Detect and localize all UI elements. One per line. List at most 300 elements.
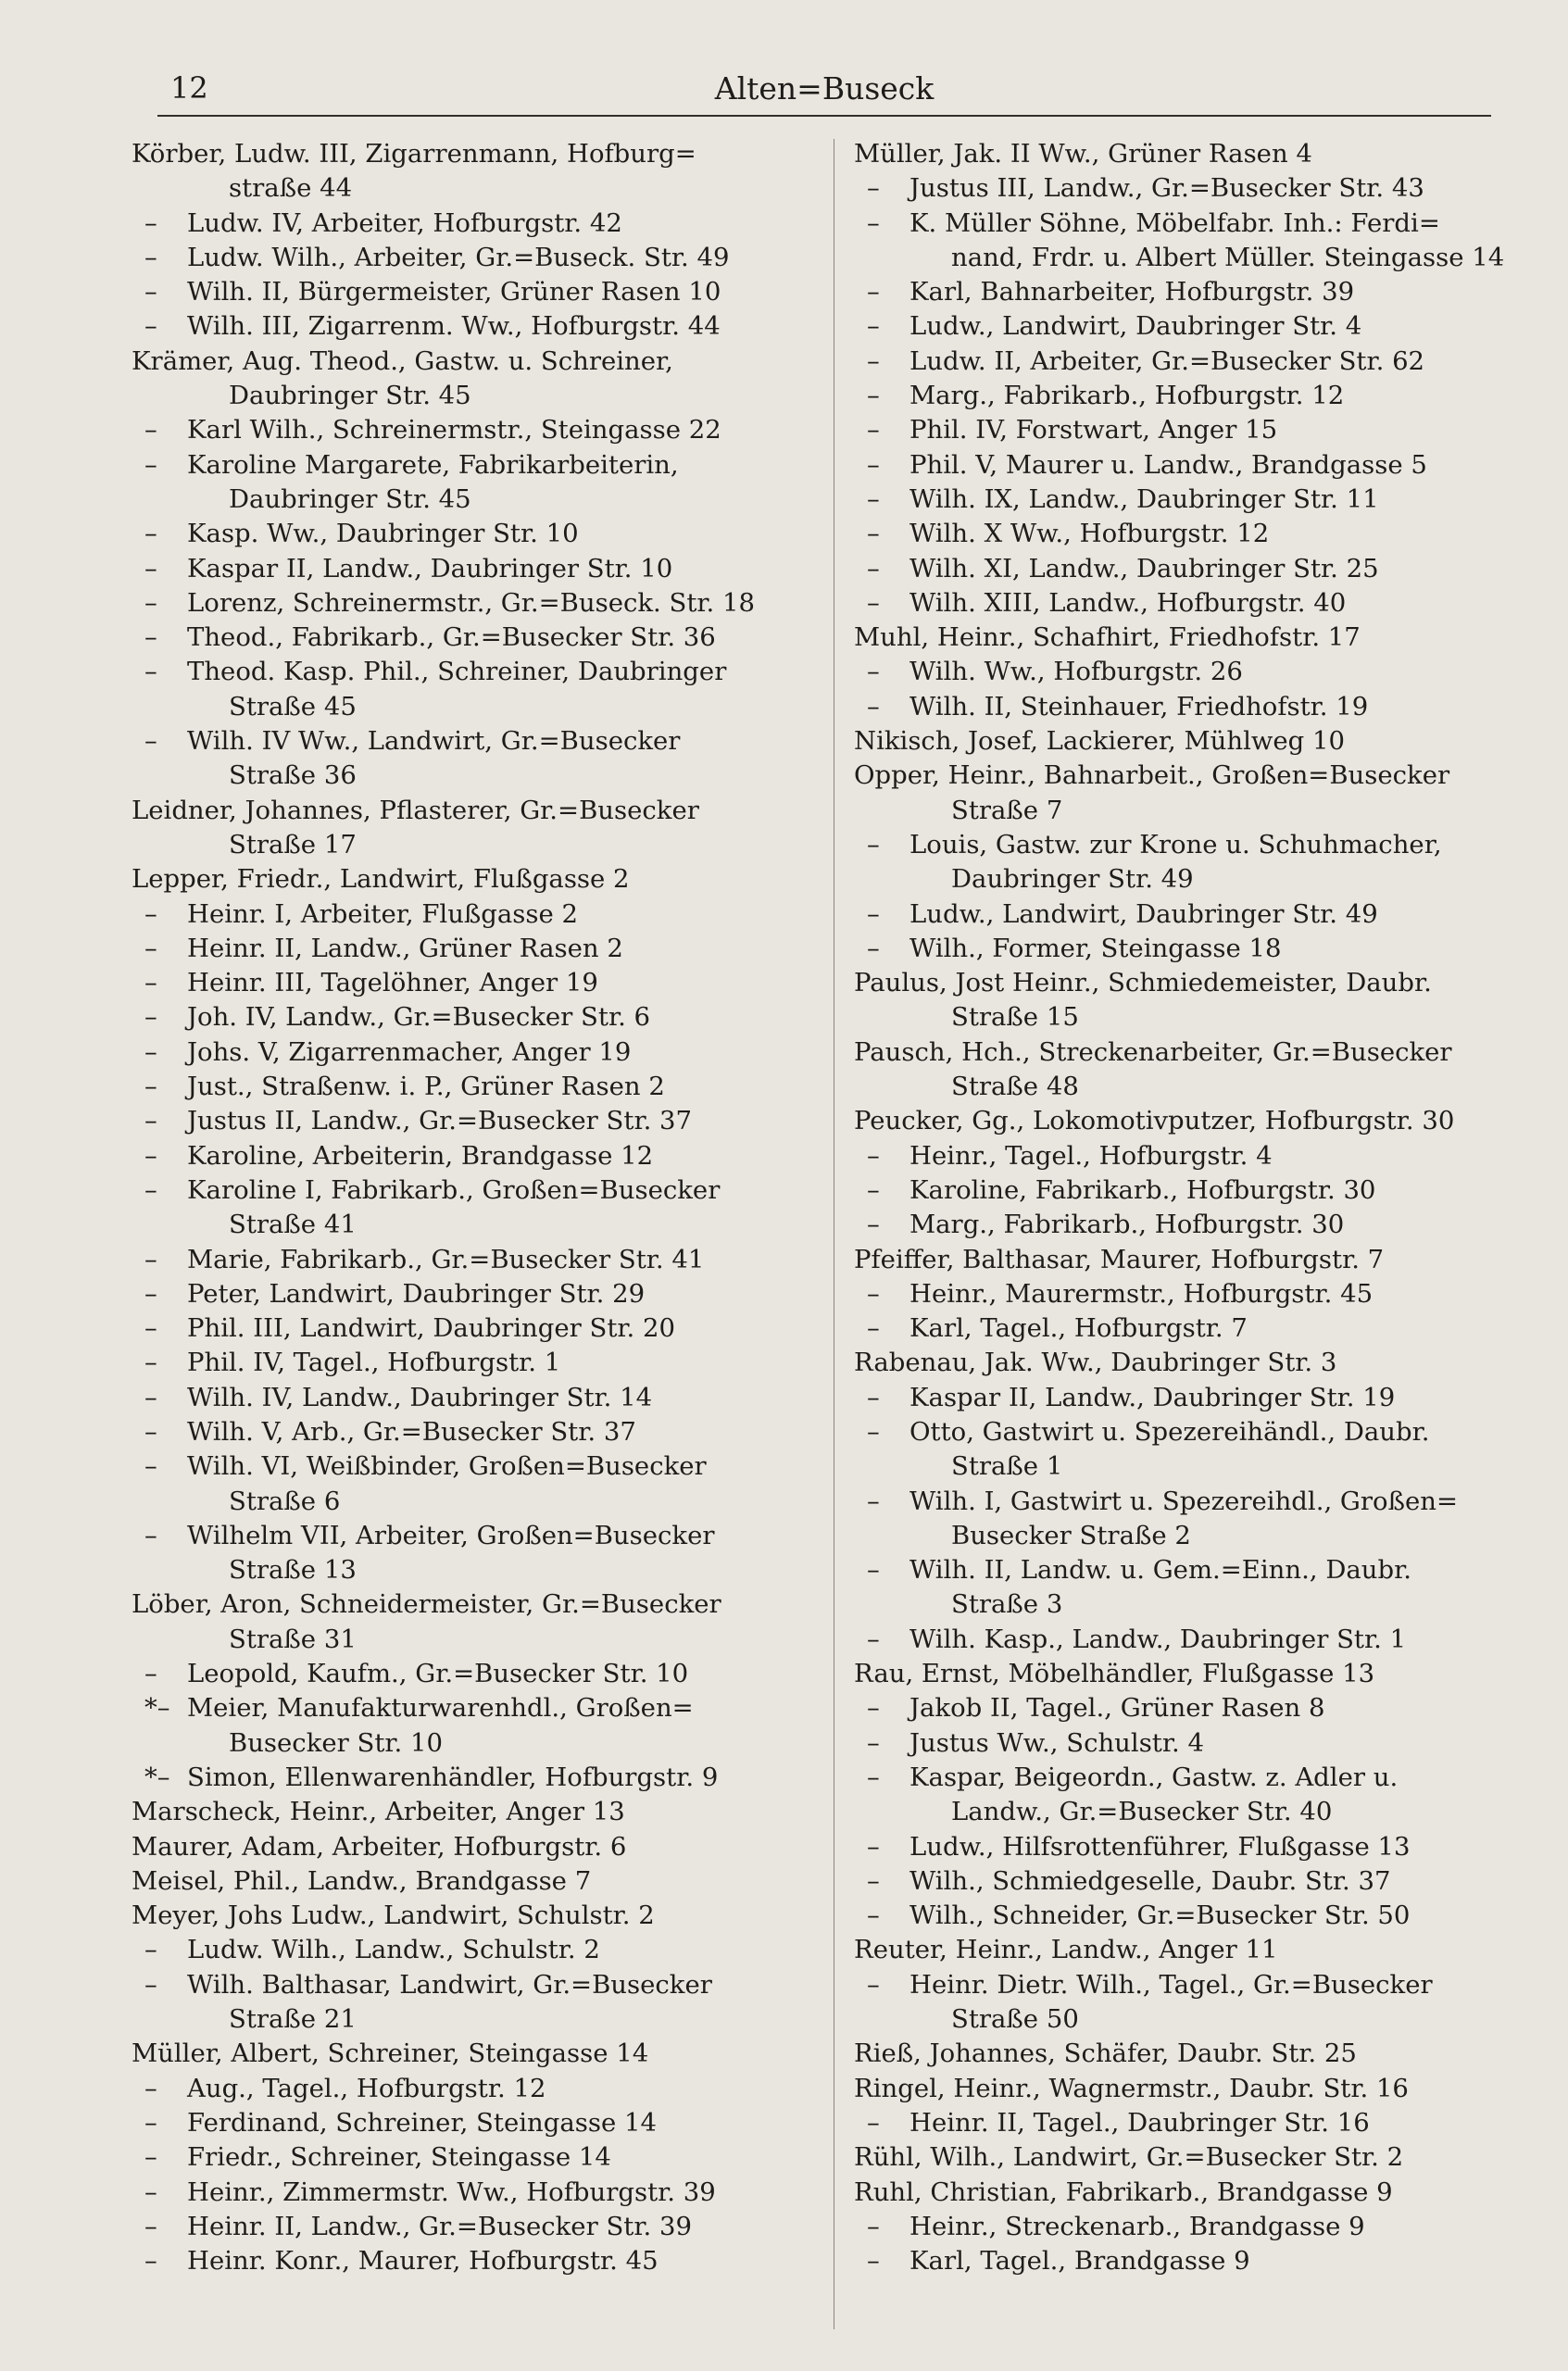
- entry-line: Otto, Gastwirt u. Spezereihändl., Daubr.: [909, 1416, 1430, 1447]
- entry-continuation-line: Busecker Straße 2: [951, 1520, 1191, 1550]
- entry-line: Heinr. II, Tagel., Daubringer Str. 16: [909, 2107, 1370, 2138]
- entry-mark: –: [144, 1969, 157, 2000]
- entry-line: Karoline I, Fabrikarb., Großen=Busecker: [187, 1174, 721, 1205]
- entry-line: Marie, Fabrikarb., Gr.=Busecker Str. 41: [187, 1244, 705, 1274]
- directory-entry: [132, 1864, 771, 1899]
- directory-subentry: [854, 1968, 1493, 2038]
- directory-subentry: [132, 1449, 771, 1519]
- entry-mark: –: [867, 2246, 880, 2277]
- entry-mark: –: [144, 1072, 157, 1102]
- entry-line: Pfeiffer, Balthasar, Maurer, Hofburgstr. 7: [854, 1244, 1385, 1274]
- entry-mark: –: [867, 2107, 880, 2138]
- directory-subentry: [854, 1623, 1493, 1657]
- entry-mark: –: [867, 933, 880, 963]
- entry-line: Karoline Margarete, Fabrikarbeiterin,: [187, 449, 679, 480]
- entry-line: Opper, Heinr., Bahnarbeit., Großen=Busecker: [854, 760, 1450, 791]
- entry-line: Wilh. X Ww., Hofburgstr. 12: [909, 519, 1270, 549]
- entry-line: Meyer, Johs Ludw., Landwirt, Schulstr. 2: [132, 1901, 655, 1931]
- directory-subentry: [854, 483, 1493, 517]
- entry-mark: –: [144, 1313, 157, 1344]
- directory-subentry: [132, 621, 771, 655]
- entry-continuation-line: Straße 45: [229, 691, 357, 721]
- entry-line: Ludw., Hilfsrottenführer, Flußgasse 13: [909, 1831, 1411, 1862]
- entry-line: Karoline, Arbeiterin, Brandgasse 12: [187, 1140, 654, 1171]
- entry-mark: –: [867, 519, 880, 549]
- entry-mark: –: [144, 1174, 157, 1205]
- entry-text: [909, 1553, 1411, 1623]
- entry-line: Kaspar II, Landw., Daubringer Str. 10: [187, 553, 673, 583]
- entry-text: [909, 413, 1277, 447]
- entry-mark: –: [867, 657, 880, 687]
- entry-mark: –: [144, 1106, 157, 1136]
- entry-line: Wilh., Schneider, Gr.=Busecker Str. 50: [909, 1901, 1411, 1931]
- directory-entry: [132, 1587, 771, 1657]
- entry-text: [854, 621, 1361, 655]
- entry-text: [132, 862, 630, 897]
- entry-mark: –: [144, 1244, 157, 1274]
- left-column: [132, 137, 771, 2278]
- directory-entry: [132, 345, 771, 414]
- entry-mark: –: [867, 1865, 880, 1896]
- entry-text: [187, 275, 721, 309]
- entry-continuation-line: Daubringer Str. 49: [951, 864, 1194, 895]
- directory-subentry: [854, 2210, 1493, 2244]
- directory-subentry: [854, 309, 1493, 344]
- directory-subentry: [132, 1139, 771, 1173]
- entry-line: Rau, Ernst, Möbelhändler, Flußgasse 13: [854, 1659, 1375, 1689]
- entry-line: Wilh. Kasp., Landw., Daubringer Str. 1: [909, 1624, 1407, 1654]
- directory-subentry: [132, 275, 771, 309]
- directory-subentry: [854, 1208, 1493, 1242]
- entry-mark: –: [144, 1278, 157, 1309]
- entry-text: [909, 932, 1281, 966]
- entry-mark: –: [867, 1140, 880, 1171]
- entry-mark: –: [144, 2177, 157, 2207]
- entry-line: Louis, Gastw. zur Krone u. Schuhmacher,: [909, 829, 1442, 859]
- entry-line: Leidner, Johannes, Pflasterer, Gr.=Busecker: [132, 795, 699, 825]
- entry-line: Phil. IV, Forstwart, Anger 15: [909, 415, 1278, 445]
- entry-text: [854, 2072, 1409, 2106]
- entry-continuation-line: Straße 6: [229, 1486, 341, 1516]
- entry-mark: –: [144, 1348, 157, 1378]
- entry-mark: *–: [144, 1762, 170, 1792]
- entry-text: [132, 1587, 721, 1657]
- entry-continuation-line: Straße 48: [951, 1072, 1079, 1102]
- entry-mark: –: [867, 1693, 880, 1724]
- directory-subentry: [132, 966, 771, 1000]
- page-header: [157, 67, 1491, 117]
- directory-subentry: [854, 1415, 1493, 1485]
- entry-line: Heinr., Maurermstr., Hofburgstr. 45: [909, 1278, 1374, 1309]
- directory-subentry: [132, 724, 771, 794]
- directory-subentry: [854, 1277, 1493, 1311]
- entry-mark: –: [867, 1969, 880, 2000]
- entry-line: Wilh. II, Steinhauer, Friedhofstr. 19: [909, 691, 1369, 721]
- directory-subentry: [854, 275, 1493, 309]
- entry-continuation-line: Straße 15: [951, 1002, 1079, 1033]
- entry-continuation-line: Straße 31: [229, 1624, 357, 1654]
- directory-subentry: [132, 1381, 771, 1415]
- directory-subentry: [132, 2072, 771, 2106]
- entry-text: [187, 1381, 652, 1415]
- entry-text: [854, 2037, 1357, 2071]
- entry-mark: –: [144, 1140, 157, 1171]
- entry-line: Ludw., Landwirt, Daubringer Str. 49: [909, 898, 1378, 929]
- entry-line: Heinr. I, Arbeiter, Flußgasse 2: [187, 898, 579, 929]
- entry-line: Rühl, Wilh., Landwirt, Gr.=Busecker Str. 2: [854, 2142, 1404, 2173]
- entry-mark: –: [144, 1382, 157, 1412]
- entry-text: [909, 1830, 1411, 1864]
- entry-text: [909, 1691, 1324, 1725]
- entry-mark: –: [867, 1762, 880, 1792]
- entry-text: [909, 1208, 1344, 1242]
- entry-text: [187, 1691, 694, 1761]
- entry-mark: –: [867, 449, 880, 480]
- entry-text: [187, 1519, 715, 1588]
- entry-text: [187, 966, 598, 1000]
- entry-text: [909, 897, 1378, 932]
- directory-subentry: [854, 1139, 1493, 1173]
- directory-entry: [132, 862, 771, 897]
- entry-line: Heinr., Tagel., Hofburgstr. 4: [909, 1140, 1273, 1171]
- entry-text: [909, 690, 1368, 724]
- entry-mark: –: [144, 415, 157, 445]
- entry-text: [187, 1449, 707, 1519]
- entry-line: Wilh. V, Arb., Gr.=Busecker Str. 37: [187, 1416, 636, 1447]
- entry-mark: –: [144, 242, 157, 272]
- entry-mark: –: [867, 311, 880, 342]
- entry-continuation-line: Straße 36: [229, 760, 357, 791]
- entry-mark: –: [144, 898, 157, 929]
- entry-text: [187, 1346, 560, 1380]
- entry-text: [187, 655, 726, 724]
- entry-line: Heinr., Streckenarb., Brandgasse 9: [909, 2211, 1365, 2241]
- entry-line: Meier, Manufakturwarenhdl., Großen=: [187, 1693, 694, 1724]
- entry-text: [909, 655, 1243, 689]
- entry-text: [854, 1657, 1374, 1691]
- entry-line: Ludw. Wilh., Arbeiter, Gr.=Buseck. Str. 49: [187, 242, 730, 272]
- directory-entry: [854, 724, 1493, 759]
- entry-text: [854, 1243, 1384, 1277]
- entry-line: Phil. IV, Tagel., Hofburgstr. 1: [187, 1348, 561, 1378]
- entry-text: [187, 586, 755, 621]
- entry-mark: –: [144, 1451, 157, 1482]
- entry-mark: –: [144, 1520, 157, 1550]
- entry-mark: –: [144, 933, 157, 963]
- entry-text: [187, 309, 721, 344]
- entry-text: [909, 483, 1379, 517]
- directory-entry: [854, 1243, 1493, 1277]
- entry-text: [132, 794, 699, 863]
- entry-line: Wilhelm VII, Arbeiter, Großen=Busecker: [187, 1520, 715, 1550]
- entry-line: Löber, Aron, Schneidermeister, Gr.=Busecker: [132, 1589, 721, 1620]
- entry-text: [187, 2210, 692, 2244]
- directory-subentry: [854, 897, 1493, 932]
- entry-mark: –: [867, 277, 880, 307]
- entry-line: Karl Wilh., Schreinermstr., Steingasse 22: [187, 415, 721, 445]
- entry-continuation-line: Straße 21: [229, 2004, 357, 2035]
- directory-entry: [132, 1795, 771, 1829]
- entry-line: Lorenz, Schreinermstr., Gr.=Buseck. Str. 18: [187, 587, 756, 618]
- directory-subentry: [854, 1864, 1493, 1899]
- entry-line: Kaspar, Beigeordn., Gastw. z. Adler u.: [909, 1762, 1399, 1792]
- directory-subentry: [132, 448, 771, 518]
- entry-text: [854, 1104, 1454, 1138]
- entry-text: [854, 2140, 1403, 2175]
- directory-subentry: [132, 655, 771, 724]
- entry-line: Kaspar II, Landw., Daubringer Str. 19: [909, 1382, 1396, 1412]
- directory-subentry: [854, 690, 1493, 724]
- directory-subentry: [854, 586, 1493, 621]
- running-title: Alten=Buseck: [714, 70, 935, 107]
- directory-subentry: [854, 517, 1493, 551]
- entry-line: Peter, Landwirt, Daubringer Str. 29: [187, 1278, 646, 1309]
- entry-text: [187, 552, 672, 586]
- right-column: [854, 137, 1505, 2278]
- entry-text: [909, 1415, 1429, 1485]
- entry-line: Leopold, Kaufm., Gr.=Busecker Str. 10: [187, 1659, 689, 1689]
- entry-mark: –: [867, 207, 880, 238]
- entry-text: [187, 241, 729, 275]
- directory-entry: [854, 966, 1493, 1035]
- directory-entry: [132, 794, 771, 863]
- directory-subentry: [132, 241, 771, 275]
- directory-entry: [132, 137, 771, 207]
- entry-line: Rieß, Johannes, Schäfer, Daubr. Str. 25: [854, 2039, 1357, 2069]
- directory-subentry: [132, 1657, 771, 1691]
- entry-text: [854, 1035, 1452, 1105]
- directory-entry: [854, 1657, 1493, 1691]
- entry-text: [187, 1035, 631, 1070]
- directory-subentry: [854, 413, 1493, 447]
- entry-text: [909, 379, 1344, 413]
- entry-mark: –: [144, 1036, 157, 1067]
- directory-entry: [854, 759, 1493, 828]
- directory-subentry: [854, 345, 1493, 379]
- entry-text: [187, 897, 578, 932]
- entry-text: [187, 1243, 704, 1277]
- entry-line: Ferdinand, Schreiner, Steingasse 14: [187, 2107, 657, 2138]
- directory-subentry: [132, 586, 771, 621]
- entry-text: [909, 1968, 1433, 2038]
- entry-line: Heinr. Konr., Maurer, Hofburgstr. 45: [187, 2246, 659, 2277]
- entry-mark: –: [867, 1486, 880, 1516]
- directory-subentry: [132, 1277, 771, 1311]
- entry-mark: –: [867, 1555, 880, 1586]
- entry-mark: –: [144, 726, 157, 757]
- directory-entry: [854, 1346, 1493, 1380]
- entry-mark: –: [867, 173, 880, 204]
- directory-subentry: [132, 1104, 771, 1138]
- directory-subentry: [854, 1899, 1493, 1933]
- entry-mark: –: [144, 519, 157, 549]
- entry-text: [187, 2176, 716, 2210]
- entry-mark: –: [144, 2073, 157, 2103]
- directory-subentry: [854, 171, 1493, 206]
- entry-line: Maurer, Adam, Arbeiter, Hofburgstr. 6: [132, 1831, 627, 1862]
- entry-mark: –: [144, 622, 157, 653]
- entry-line: Müller, Jak. II Ww., Grüner Rasen 4: [854, 139, 1312, 169]
- entry-text: [909, 345, 1424, 379]
- entry-line: Karl, Tagel., Brandgasse 9: [909, 2246, 1250, 2277]
- entry-line: Theod. Kasp. Phil., Schreiner, Daubringer: [187, 657, 727, 687]
- entry-line: Heinr., Zimmermstr. Ww., Hofburgstr. 39: [187, 2177, 716, 2207]
- entry-mark: –: [144, 1002, 157, 1033]
- entry-line: Theod., Fabrikarb., Gr.=Busecker Str. 36: [187, 622, 716, 653]
- entry-text: [854, 2176, 1393, 2210]
- entry-continuation-line: nand, Frdr. u. Albert Müller. Steingasse 14: [951, 242, 1505, 272]
- entry-text: [909, 2210, 1365, 2244]
- entry-mark: –: [144, 2211, 157, 2241]
- directory-subentry: [132, 1000, 771, 1035]
- entry-mark: –: [144, 207, 157, 238]
- entry-line: Karl, Bahnarbeiter, Hofburgstr. 39: [909, 277, 1355, 307]
- entry-text: [854, 1346, 1336, 1380]
- entry-text: [909, 2244, 1250, 2278]
- entry-continuation-line: Busecker Str. 10: [229, 1727, 444, 1758]
- entry-text: [909, 1761, 1398, 1830]
- entry-line: Phil. III, Landwirt, Daubringer Str. 20: [187, 1313, 676, 1344]
- directory-subentry: [132, 1346, 771, 1380]
- directory-subentry: [854, 1726, 1493, 1761]
- entry-text: [187, 2072, 546, 2106]
- entry-mark: –: [867, 1727, 880, 1758]
- entry-line: Karl, Tagel., Hofburgstr. 7: [909, 1313, 1248, 1344]
- entry-line: Friedr., Schreiner, Steingasse 14: [187, 2142, 611, 2173]
- entry-mark: –: [867, 1174, 880, 1205]
- entry-line: Körber, Ludw. III, Zigarrenmann, Hofburg=: [132, 139, 696, 169]
- entry-text: [132, 1864, 591, 1899]
- entry-continuation-line: Straße 50: [951, 2004, 1079, 2035]
- entry-text: [187, 1968, 712, 2038]
- directory-subentry: [854, 448, 1493, 483]
- entry-text: [909, 1899, 1410, 1933]
- entry-text: [187, 724, 680, 794]
- entry-text: [132, 1899, 655, 1933]
- entry-line: Heinr. III, Tagelöhner, Anger 19: [187, 968, 598, 998]
- directory-subentry: [132, 1173, 771, 1243]
- entry-text: [909, 1173, 1375, 1208]
- entry-line: Just., Straßenw. i. P., Grüner Rasen 2: [187, 1072, 665, 1102]
- entry-line: Peucker, Gg., Lokomotivputzer, Hofburgstr. 30: [854, 1106, 1455, 1136]
- entry-text: [854, 966, 1432, 1035]
- entry-mark: –: [144, 2142, 157, 2173]
- directory-subentry: [132, 2210, 771, 2244]
- directory-subentry: [132, 207, 771, 241]
- entry-line: Meisel, Phil., Landw., Brandgasse 7: [132, 1865, 592, 1896]
- entry-mark: –: [144, 2246, 157, 2277]
- directory-subentry: [854, 655, 1493, 689]
- entry-text: [909, 207, 1504, 276]
- entry-mark: –: [867, 898, 880, 929]
- directory-entry: [854, 621, 1493, 655]
- entry-continuation-line: Straße 3: [951, 1589, 1063, 1620]
- entry-line: Johs. V, Zigarrenmacher, Anger 19: [187, 1036, 632, 1067]
- entry-line: Aug., Tagel., Hofburgstr. 12: [187, 2073, 546, 2103]
- directory-subentry: [132, 1311, 771, 1346]
- entry-line: Wilh., Former, Steingasse 18: [909, 933, 1282, 963]
- entry-continuation-line: Straße 13: [229, 1555, 357, 1586]
- entry-text: [132, 1795, 625, 1829]
- directory-subentry: [854, 2244, 1493, 2278]
- entry-line: Marg., Fabrikarb., Hofburgstr. 30: [909, 1210, 1345, 1240]
- entry-line: Justus II, Landw., Gr.=Busecker Str. 37: [187, 1106, 693, 1136]
- directory-subentry: [132, 2244, 771, 2278]
- entry-text: [187, 1139, 653, 1173]
- entry-text: [909, 1485, 1458, 1554]
- entry-text: [187, 1173, 720, 1243]
- entry-continuation-line: straße 44: [229, 173, 353, 204]
- entry-text: [187, 1933, 600, 1967]
- entry-text: [187, 1311, 675, 1346]
- entry-text: [187, 1761, 718, 1795]
- entry-text: [854, 1933, 1278, 1967]
- entry-mark: –: [867, 381, 880, 411]
- entry-line: Wilh., Schmiedgeselle, Daubr. Str. 37: [909, 1865, 1391, 1896]
- entry-mark: *–: [144, 1693, 170, 1724]
- entry-line: Wilh. II, Bürgermeister, Grüner Rasen 10: [187, 277, 721, 307]
- directory-subentry: [854, 379, 1493, 413]
- entry-text: [909, 1277, 1373, 1311]
- directory-subentry: [854, 1830, 1493, 1864]
- directory-subentry: [132, 517, 771, 551]
- entry-text: [909, 1311, 1248, 1346]
- directory-entry: [854, 2072, 1493, 2106]
- directory-entry: [132, 1830, 771, 1864]
- directory-subentry: [132, 1968, 771, 2038]
- entry-continuation-line: Straße 41: [229, 1210, 357, 1240]
- entry-text: [909, 1623, 1406, 1657]
- directory-subentry: [132, 1070, 771, 1104]
- directory-entry: [854, 1035, 1493, 1105]
- entry-mark: –: [867, 587, 880, 618]
- entry-line: Wilh. III, Zigarrenm. Ww., Hofburgstr. 44: [187, 311, 721, 342]
- entry-line: Pausch, Hch., Streckenarbeiter, Gr.=Busecker: [854, 1036, 1452, 1067]
- entry-mark: –: [867, 483, 880, 514]
- entry-line: Lepper, Friedr., Landwirt, Flußgasse 2: [132, 864, 630, 895]
- entry-line: Paulus, Jost Heinr., Schmiedemeister, Daubr.: [854, 968, 1432, 998]
- entry-text: [187, 2106, 657, 2140]
- entry-line: Ludw. IV, Arbeiter, Hofburgstr. 42: [187, 207, 622, 238]
- entry-line: Ruhl, Christian, Fabrikarb., Brandgasse 9: [854, 2177, 1393, 2207]
- entry-line: Heinr. II, Landw., Grüner Rasen 2: [187, 933, 623, 963]
- directory-subentry: [854, 1553, 1493, 1623]
- entry-mark: –: [144, 1659, 157, 1689]
- directory-subentry: [132, 2106, 771, 2140]
- entry-mark: –: [144, 277, 157, 307]
- entry-line: Rabenau, Jak. Ww., Daubringer Str. 3: [854, 1348, 1337, 1378]
- entry-text: [909, 1139, 1273, 1173]
- entry-line: Karoline, Fabrikarb., Hofburgstr. 30: [909, 1174, 1376, 1205]
- directory-subentry: [854, 552, 1493, 586]
- directory-subentry: [132, 1761, 771, 1795]
- entry-continuation-line: Straße 1: [951, 1451, 1063, 1482]
- entry-text: [132, 1830, 626, 1864]
- directory-subentry: [132, 2176, 771, 2210]
- entry-text: [854, 759, 1449, 828]
- entry-mark: –: [144, 2107, 157, 2138]
- entry-mark: –: [867, 345, 880, 376]
- entry-text: [187, 932, 623, 966]
- entry-continuation-line: Straße 17: [229, 829, 357, 859]
- directory-subentry: [132, 413, 771, 447]
- entry-text: [187, 621, 716, 655]
- directory-subentry: [132, 1691, 771, 1761]
- entry-text: [187, 2140, 611, 2175]
- directory-entry: [854, 2176, 1493, 2210]
- entry-mark: –: [144, 1416, 157, 1447]
- directory-subentry: [132, 1933, 771, 1967]
